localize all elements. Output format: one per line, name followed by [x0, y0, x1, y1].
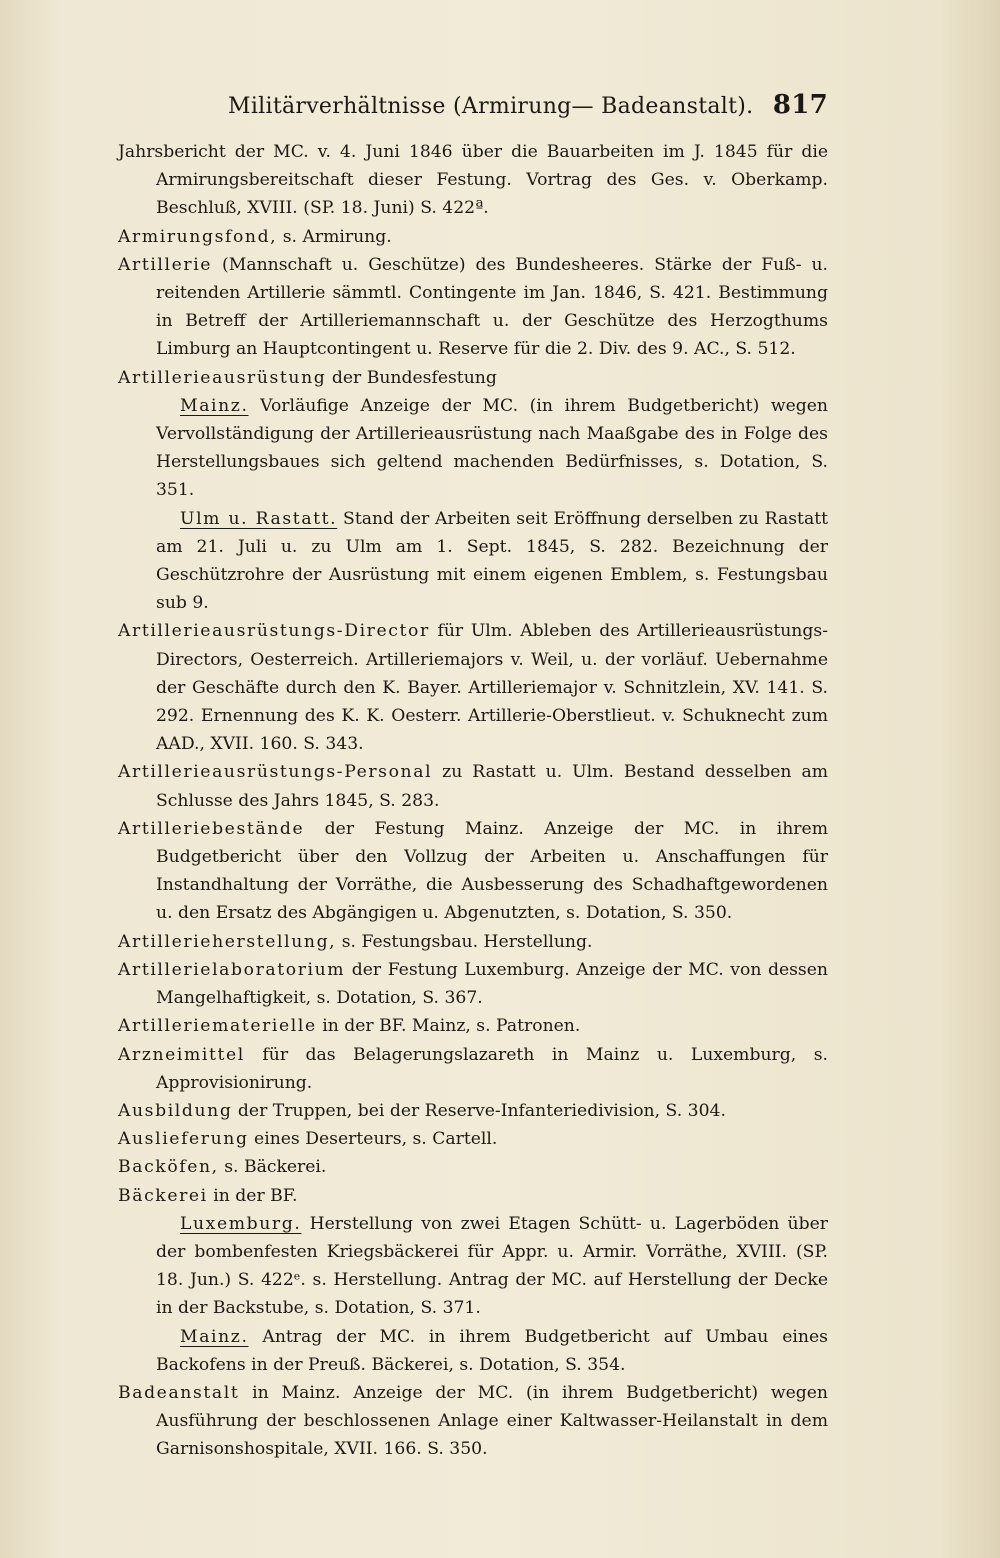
index-entry: [118, 251, 828, 364]
entry-keyword: Luxemburg.: [180, 1213, 302, 1234]
entry-keyword: Badeanstalt: [118, 1382, 240, 1403]
index-entry: [118, 1153, 828, 1181]
entry-keyword: Auslieferung: [118, 1129, 249, 1150]
index-subentry: [118, 505, 828, 618]
entry-text: Jahrsbericht der MC. v. 4. Juni 1846 über die Bauarbeiten im J. 1845 für die Armirungsbereitschaft dieser Festung. Vortrag des Ges. v. Oberkamp. Beschluß, XVIII. (SP. 18. Juni) S. 422ª.: [118, 142, 828, 219]
index-entry: [118, 1097, 828, 1125]
entry-text: der Festung Mainz. Anzeige der MC. in ihrem Budgetbericht über den Vollzug der Arbeiten u. Anschaffungen für Instandhaltung der Vorräthe, die Ausbesserung des Schadhaftgewordenen u. den Ersatz des Abgängigen u. Abgenutzten, s. Dotation, S. 350.: [156, 818, 828, 924]
entry-text: der Festung Luxemburg. Anzeige der MC. von dessen Mangelhaftigkeit, s. Dotation, S. 367.: [156, 959, 828, 1009]
entry-keyword: Artilleriematerielle: [118, 1016, 317, 1037]
index-subentry: [118, 1323, 828, 1379]
entry-keyword: Bäckerei: [118, 1185, 208, 1206]
entry-text: in der BF.: [207, 1185, 298, 1206]
index-entry: [118, 1125, 828, 1153]
header-title: Militärverhältnisse (Armirung— Badeanstalt).: [228, 94, 754, 119]
index-entry: [118, 1379, 828, 1464]
entry-text: für Ulm. Ableben des Artillerieausrüstungs-Directors, Oesterreich. Artilleriemajors v. Weil, u. der vorläuf. Uebernahme der Geschäfte durch den K. Bayer. Artilleriemajor v. Schnitzlein, XV. 141. S. 292. Ernennung des K. K. Oesterr. Artillerie-Oberstlieut. v. Schuknecht zum AAD., XVII. 160. S. 343.: [156, 621, 828, 755]
entry-keyword: Artillerieausrüstung: [118, 367, 327, 388]
entry-text: in Mainz. Anzeige der MC. (in ihrem Budgetbericht) wegen Ausführung der beschlossenen Anlage einer Kaltwasser-Heilanstalt in dem Garnisonshospitale, XVII. 166. S. 350.: [156, 1382, 828, 1460]
entry-text: in der BF. Mainz, s. Patronen.: [316, 1016, 581, 1037]
index-entry: [118, 956, 828, 1012]
entry-text: eines Deserteurs, s. Cartell.: [248, 1129, 498, 1150]
entry-text: s. Armirung.: [277, 226, 392, 247]
entry-keyword: Artillerielaboratorium: [118, 959, 346, 980]
entry-text: der Bundesfestung: [326, 367, 497, 388]
entry-keyword: Ausbildung: [118, 1100, 233, 1121]
page-number: 817: [772, 90, 828, 120]
entry-keyword: Mainz.: [180, 1326, 249, 1347]
entry-keyword: Artillerieherstellung,: [118, 931, 337, 952]
index-entry: [118, 815, 828, 928]
entry-text: Herstellung von zwei Etagen Schütt- u. Lagerböden über der bombenfesten Kriegsbäckerei für Appr. u. Armir. Vorräthe, XVIII. (SP. 18. Jun.) S. 422ᵉ. s. Herstellung. Antrag der MC. auf Herstellung der Decke in der Backstube, s. Dotation, S. 371.: [156, 1213, 828, 1319]
entry-keyword: Artillerie: [118, 254, 213, 275]
entry-text: s. Festungsbau. Herstellung.: [336, 931, 593, 952]
index-entry: [118, 364, 828, 392]
index-subentry: [118, 392, 828, 505]
index-body: [118, 138, 828, 1464]
entry-text: s. Bäckerei.: [218, 1157, 327, 1178]
entry-keyword: Backöfen,: [118, 1157, 219, 1178]
entry-keyword: Armirungsfond,: [118, 226, 278, 247]
index-entry: [118, 1012, 828, 1040]
entry-keyword: Artilleriebestände: [118, 818, 305, 839]
index-entry: [118, 1041, 828, 1097]
index-entry: [118, 138, 828, 223]
entry-text: Vorläufige Anzeige der MC. (in ihrem Budgetbericht) wegen Vervollständigung der Artillerieausrüstung nach Maaßgabe des in Folge des Herstellungsbaues sich geltend machenden Bedürfnisses, s. Dotation, S. 351.: [156, 395, 828, 501]
entry-keyword: Ulm u. Rastatt.: [180, 508, 338, 529]
index-entry: [118, 928, 828, 956]
entry-text: Antrag der MC. in ihrem Budgetbericht auf Umbau eines Backofens in der Preuß. Bäckerei, s. Dotation, S. 354.: [156, 1326, 828, 1375]
entry-text: (Mannschaft u. Geschütze) des Bundesheeres. Stärke der Fuß- u. reitenden Artillerie sämmtl. Contingente im Jan. 1846, S. 421. Bestimmung in Betreff der Artilleriemannschaft u. der Geschütze des Herzogthums Limburg an Hauptcontingent u. Reserve für die 2. Div. des 9. AC., S. 512.: [156, 254, 828, 360]
entry-text: zu Rastatt u. Ulm. Bestand desselben am Schlusse des Jahrs 1845, S. 283.: [156, 762, 828, 811]
entry-text: für das Belagerungslazareth in Mainz u. Luxemburg, s. Approvisionirung.: [156, 1044, 828, 1093]
running-header: [118, 90, 828, 130]
index-entry: [118, 1182, 828, 1210]
index-subentry: [118, 1210, 828, 1323]
entry-text: der Truppen, bei der Reserve-Infanteriedivision, S. 304.: [232, 1100, 726, 1121]
entry-keyword: Artillerieausrüstungs-Personal: [118, 762, 433, 783]
index-entry: [118, 223, 828, 251]
entry-keyword: Artillerieausrüstungs-Director: [118, 621, 430, 642]
entry-keyword: Mainz.: [180, 395, 249, 416]
index-entry: [118, 617, 828, 758]
entry-text: Stand der Arbeiten seit Eröffnung derselben zu Rastatt am 21. Juli u. zu Ulm am 1. Sept. 1845, S. 282. Bezeichnung der Geschützrohre der Ausrüstung mit einem eigenen Emblem, s. Festungsbau sub 9.: [156, 508, 829, 614]
entry-keyword: Arzneimittel: [118, 1044, 245, 1065]
index-entry: [118, 758, 828, 814]
